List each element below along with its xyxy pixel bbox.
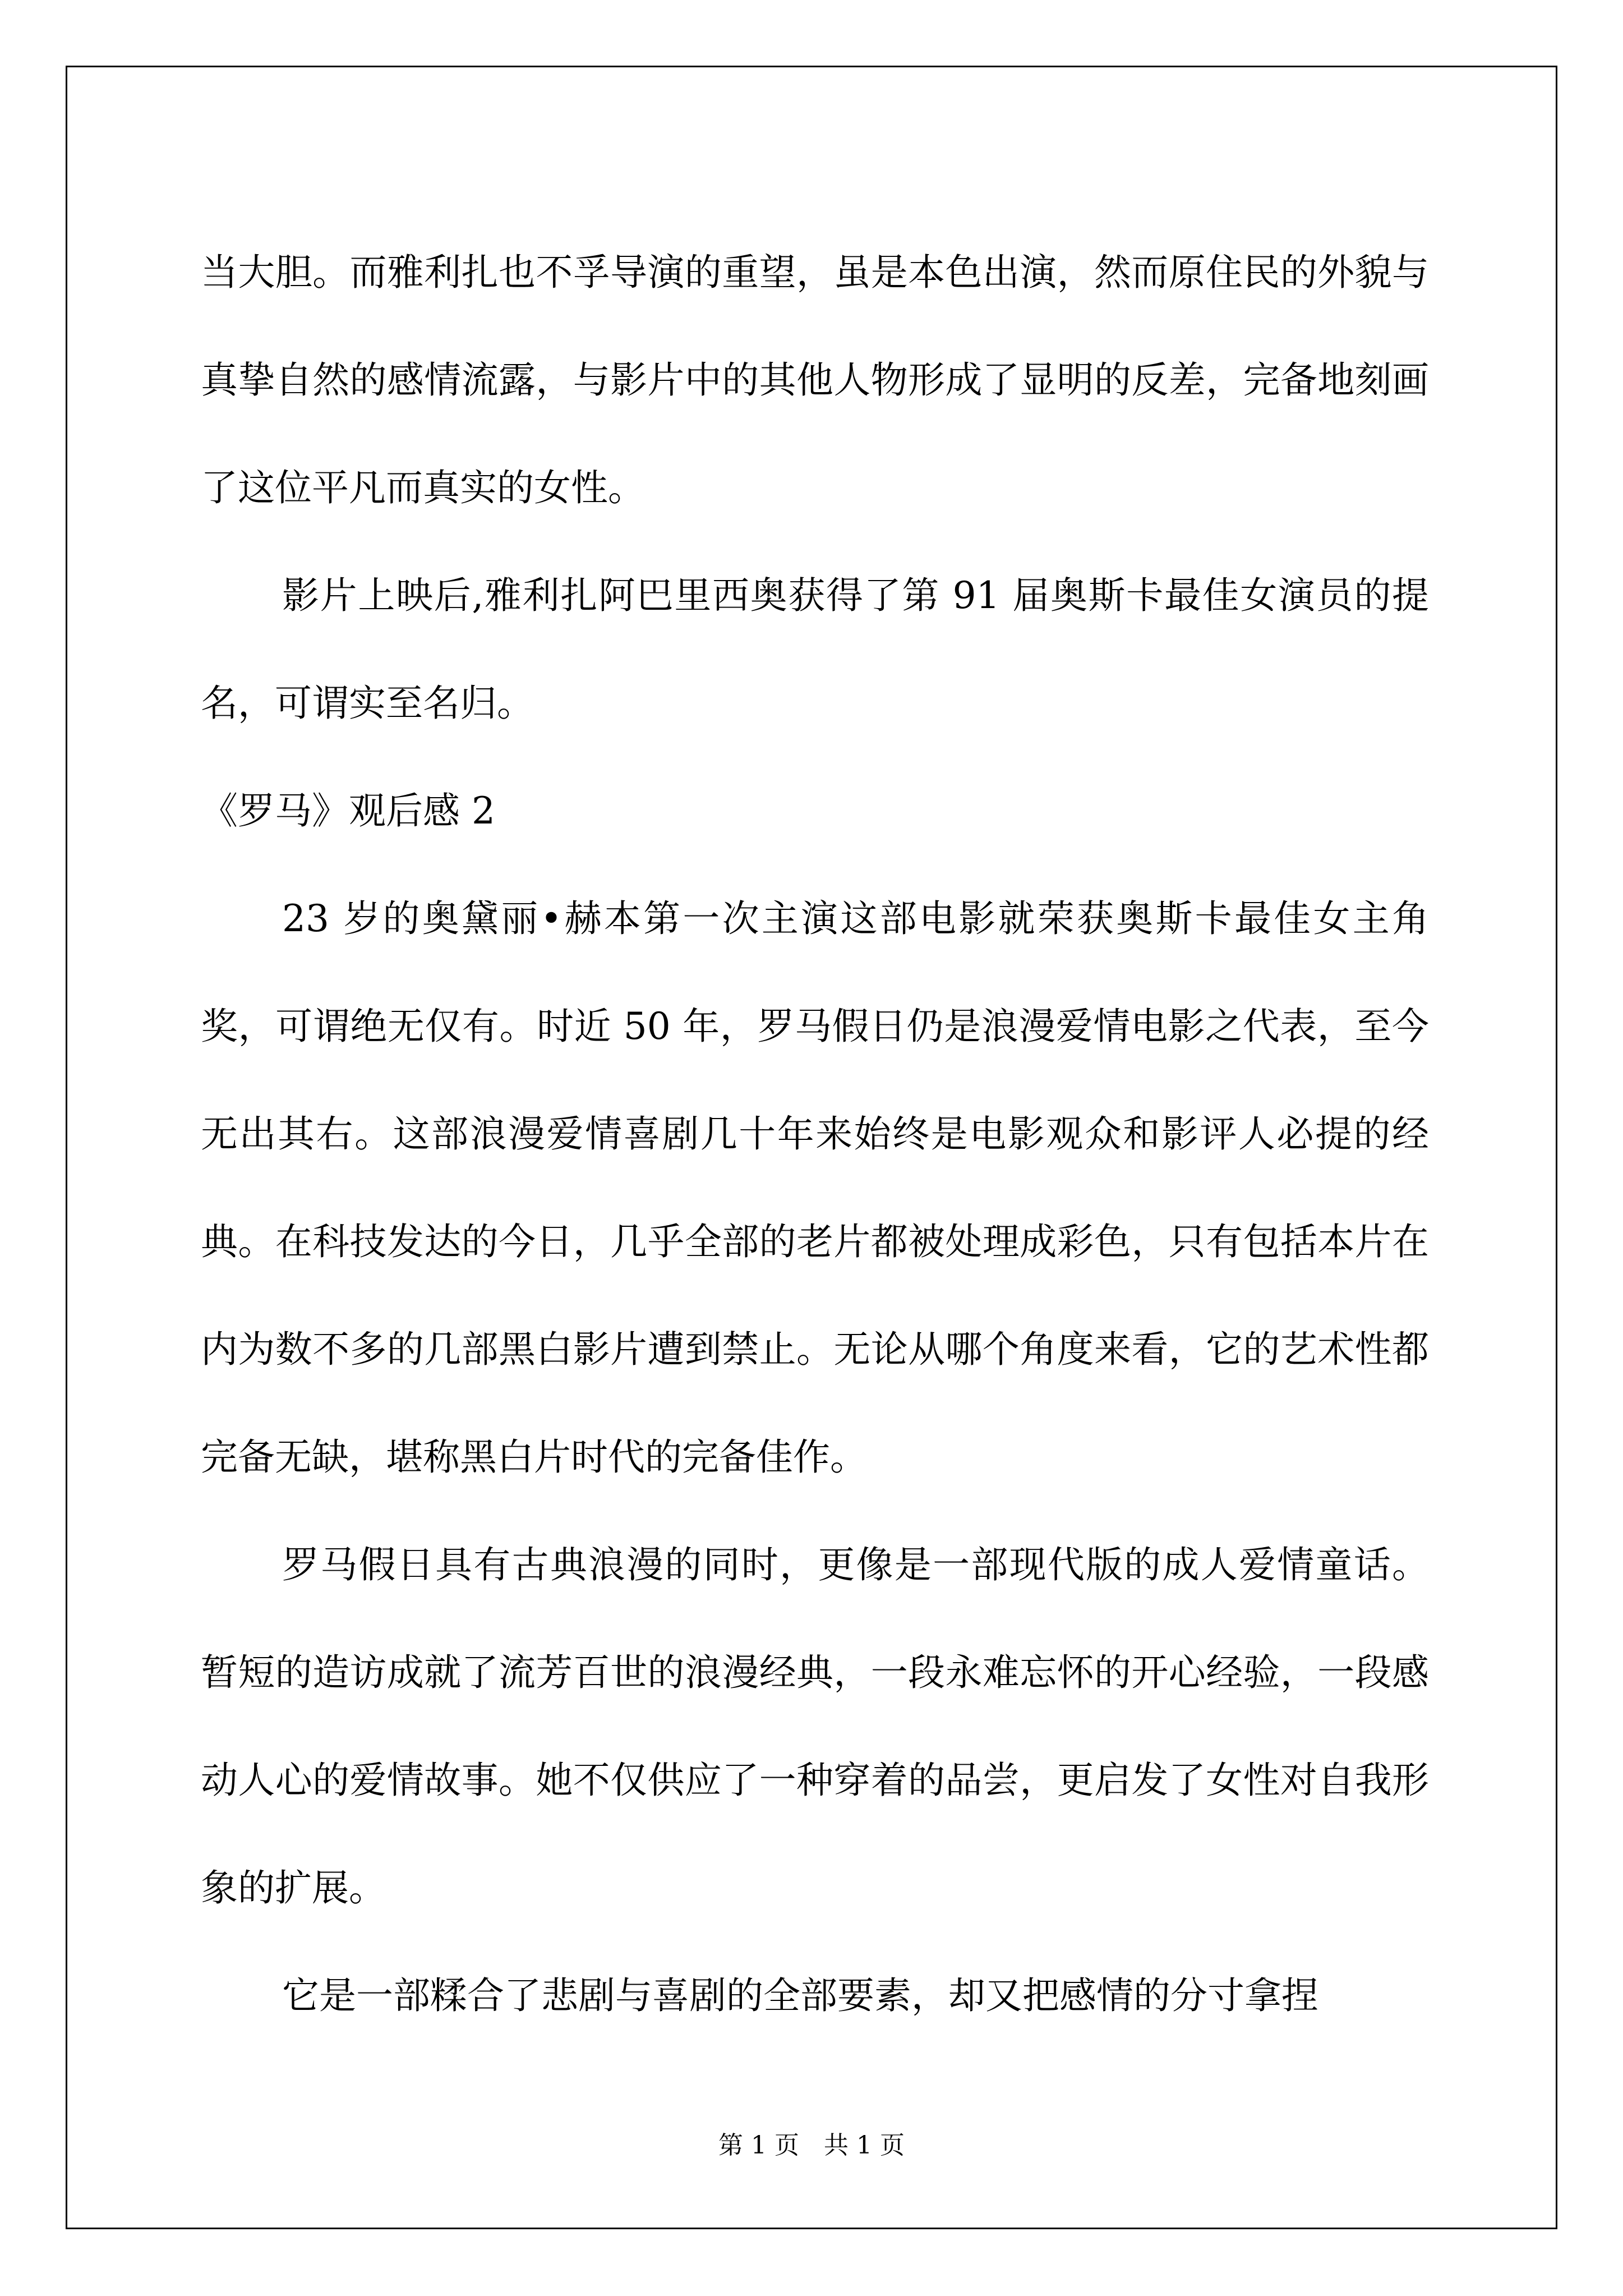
paragraph-continuation: 当大胆。而雅利扎也不孚导演的重望，虽是本色出演，然而原住民的外貌与真挚自然的感情流露，与影片中的其他人物形成了显明的反差，完备地刻画了这位平凡而真实的女性。 — [201, 251, 1429, 509]
section-heading: 《罗马》观后感 2 — [201, 789, 495, 832]
paragraph-roman-holiday-fairytale: 罗马假日具有古典浪漫的同时，更像是一部现代版的成人爱情童话。暂短的造访成就了流芳百世的浪漫经典，一段永难忘怀的开心经验，一段感动人心的爱情故事。她不仅供应了一种穿着的品尝，更启发了女性对自我形象的扩展。 — [201, 1543, 1429, 1910]
document-body — [201, 219, 1429, 2050]
paragraph-tragedy-comedy: 它是一部糅合了悲剧与喜剧的全部要素，却又把感情的分寸拿捏 — [282, 1974, 1318, 2017]
page-number-footer: 第 1 页 共 1 页 — [718, 2131, 905, 2160]
paragraph-audrey-hepburn: 23 岁的奥黛丽•赫本第一次主演这部电影就荣获奥斯卡最佳女主角奖，可谓绝无仅有。时近 50 年，罗马假日仍是浪漫爱情电影之代表，至今无出其右。这部浪漫爱情喜剧几十年来始终是电影观众和影评人必提的经典。在科技发达的今日，几乎全部的老片都被处理成彩色，只有包括本片在内为数不多的几部黑白影片遭到禁止。无论从哪个角度来看，它的艺术性都完备无缺，堪称黑白片时代的完备佳作。 — [201, 897, 1429, 1479]
paragraph-oscar-nomination: 影片上映后,雅利扎阿巴里西奥获得了第 91 届奥斯卡最佳女演员的提名，可谓实至名归。 — [201, 574, 1429, 725]
